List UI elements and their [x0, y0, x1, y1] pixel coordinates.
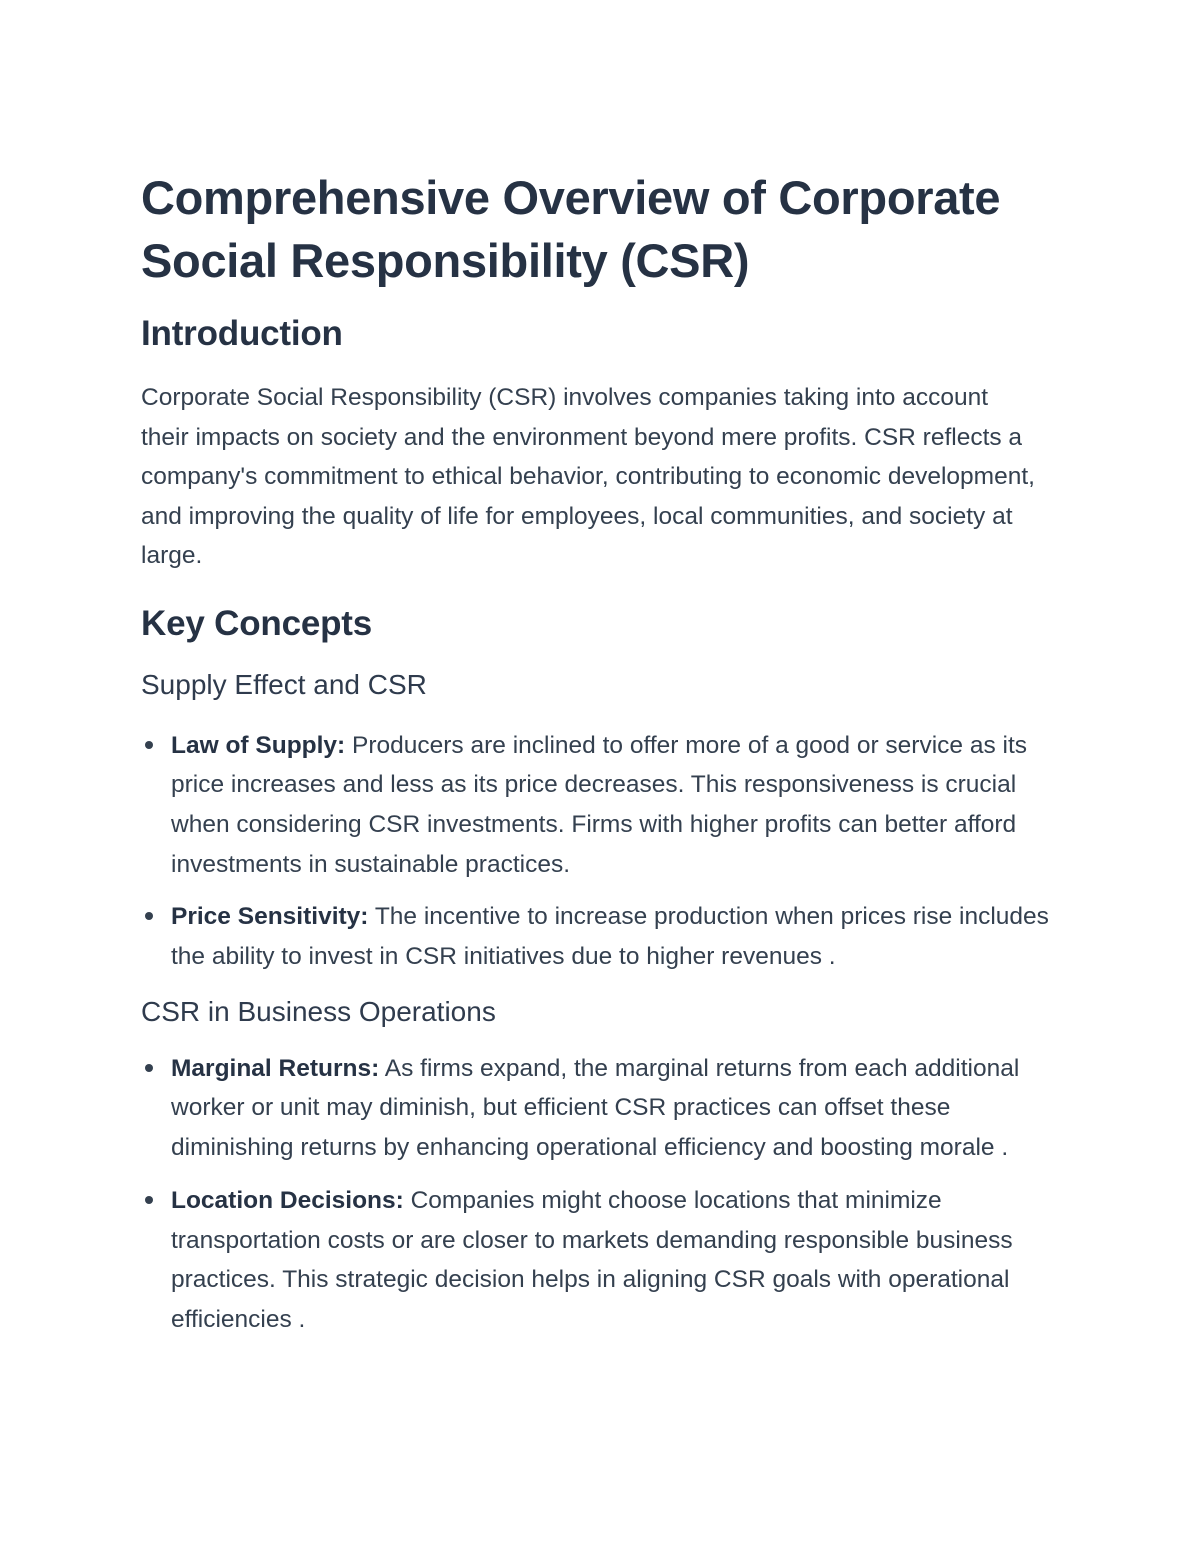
supply-effect-list: [141, 726, 1066, 977]
key-concepts-heading: Key Concepts: [141, 603, 372, 643]
list-item-term: Marginal Returns:: [171, 1054, 380, 1082]
list-item-term: Price Sensitivity:: [171, 903, 369, 931]
document-page: [141, 166, 1066, 1340]
list-item-text: Producers are inclined to offer more of a good or service as its price increases and less as its price decreases. This responsiveness is crucial when considering CSR investments. Firms with higher profits can better afford investments in sustainable practices.: [171, 731, 1028, 878]
list-item-text: The incentive to increase production when prices rise includes the ability to invest in CSR initiatives due to higher revenues .: [171, 903, 1049, 971]
supply-effect-heading: Supply Effect and CSR: [141, 668, 427, 700]
list-item: [141, 1181, 1066, 1340]
introduction-heading: Introduction: [141, 314, 343, 353]
bullet-icon: [145, 912, 153, 920]
introduction-paragraph: Corporate Social Responsibility (CSR) involves companies taking into account their impacts on society and the environment beyond mere profits. CSR reflects a company's commitment to ethical behavior, contributing to economic development, and improving the quality of life for employees, local communities, and society at large.: [141, 384, 1035, 569]
document-title-line-2: Social Responsibility (CSR): [141, 234, 750, 287]
list-item-term: Law of Supply:: [171, 731, 346, 759]
list-item: [141, 726, 1066, 885]
csr-operations-heading: CSR in Business Operations: [141, 995, 496, 1027]
document-title: [141, 166, 1066, 292]
list-item: [141, 897, 1066, 976]
list-item-term: Location Decisions:: [171, 1186, 404, 1214]
csr-operations-list: [141, 1049, 1066, 1340]
bullet-icon: [145, 741, 153, 749]
bullet-icon: [145, 1196, 153, 1204]
list-item-text: As firms expand, the marginal returns from each additional worker or unit may diminish, but efficient CSR practices can offset these diminishing returns by enhancing operational efficiency and boosting morale .: [171, 1054, 1020, 1162]
bullet-icon: [145, 1064, 153, 1072]
list-item-text: Companies might choose locations that minimize transportation costs or are closer to markets demanding responsible business practices. This strategic decision helps in aligning CSR goals with operational efficiencies .: [171, 1186, 1013, 1333]
document-title-line-1: Comprehensive Overview of Corporate: [141, 171, 1001, 224]
list-item: [141, 1049, 1066, 1168]
